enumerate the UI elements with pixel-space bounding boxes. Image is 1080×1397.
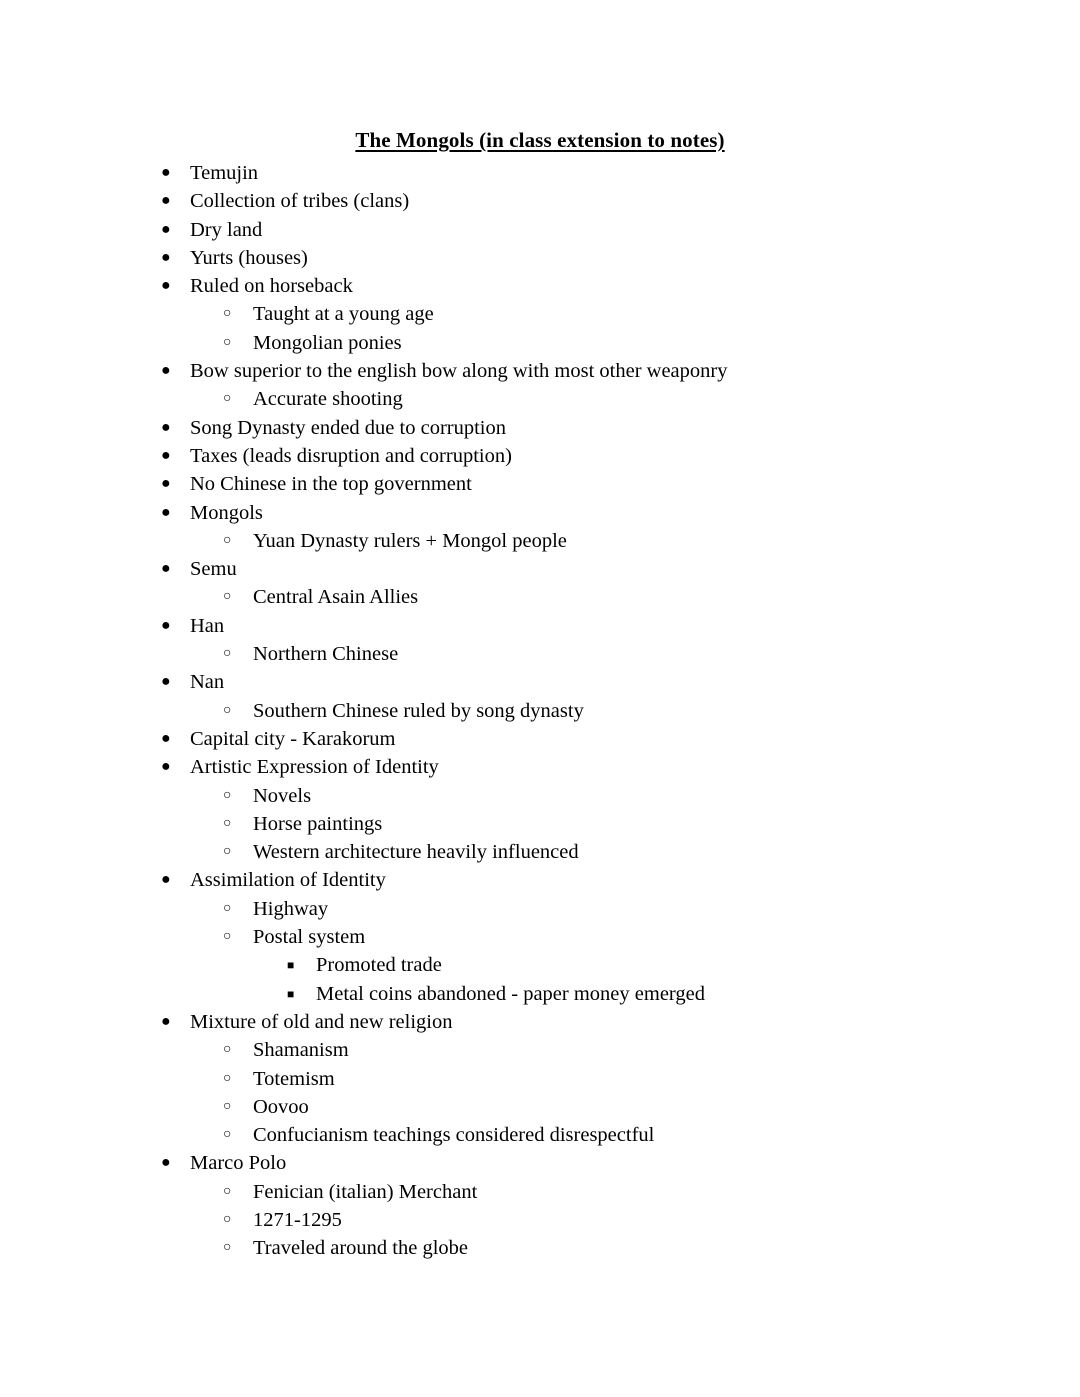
list-item bbox=[0, 810, 1080, 838]
list-item-text: Totemism bbox=[253, 1067, 335, 1090]
list-item bbox=[0, 612, 1080, 640]
list-item-text: Yurts (houses) bbox=[190, 246, 308, 269]
list-item-text: Central Asain Allies bbox=[253, 586, 419, 609]
bullet-level-2-icon: ○ bbox=[223, 1240, 232, 1256]
list-item bbox=[0, 470, 1080, 498]
list-item-text: Yuan Dynasty rulers + Mongol people bbox=[253, 529, 567, 552]
bullet-level-2-icon: ○ bbox=[223, 787, 232, 803]
bullet-level-1-icon: ● bbox=[161, 220, 171, 238]
list-item bbox=[0, 300, 1080, 328]
bullet-level-2-icon: ○ bbox=[223, 589, 232, 605]
list-item-text: Taught at a young age bbox=[253, 303, 434, 326]
list-item bbox=[0, 951, 1080, 979]
bullet-level-1-icon: ● bbox=[161, 475, 171, 493]
bullet-level-1-icon: ● bbox=[161, 758, 171, 776]
list-item bbox=[0, 583, 1080, 611]
list-item-text: Song Dynasty ended due to corruption bbox=[190, 416, 506, 439]
list-item-text: Marco Polo bbox=[190, 1152, 287, 1175]
list-item-text: Southern Chinese ruled by song dynasty bbox=[253, 699, 584, 722]
list-item bbox=[0, 1093, 1080, 1121]
list-item bbox=[0, 1121, 1080, 1149]
list-item bbox=[0, 159, 1080, 187]
bullet-level-1-icon: ● bbox=[161, 446, 171, 464]
list-item bbox=[0, 838, 1080, 866]
list-item-text: Postal system bbox=[253, 926, 366, 949]
bullet-level-1-icon: ● bbox=[161, 729, 171, 747]
bullet-level-2-icon: ○ bbox=[223, 646, 232, 662]
list-item-text: Confucianism teachings considered disrespectful bbox=[253, 1124, 655, 1147]
bullet-level-1-icon: ● bbox=[161, 1154, 171, 1172]
list-item-text: Collection of tribes (clans) bbox=[190, 190, 410, 213]
bullet-level-3-icon: ■ bbox=[287, 958, 295, 973]
list-item-text: Highway bbox=[253, 897, 329, 920]
list-item bbox=[0, 414, 1080, 442]
list-item-text: Fenician (italian) Merchant bbox=[253, 1180, 478, 1203]
bullet-level-2-icon: ○ bbox=[223, 1042, 232, 1058]
list-item bbox=[0, 244, 1080, 272]
list-item bbox=[0, 499, 1080, 527]
bullet-level-1-icon: ● bbox=[161, 248, 171, 266]
list-item bbox=[0, 357, 1080, 385]
list-item-text: Semu bbox=[190, 558, 237, 581]
list-item-text: Temujin bbox=[190, 162, 259, 184]
bullet-level-2-icon: ○ bbox=[223, 306, 232, 322]
bullet-level-1-icon: ● bbox=[161, 673, 171, 691]
list-item bbox=[0, 442, 1080, 470]
list-item bbox=[0, 1178, 1080, 1206]
bullet-level-2-icon: ○ bbox=[223, 1211, 232, 1227]
list-item-text: Taxes (leads disruption and corruption) bbox=[190, 444, 512, 467]
bullet-level-2-icon: ○ bbox=[223, 391, 232, 407]
list-item bbox=[0, 1065, 1080, 1093]
list-item-text: Western architecture heavily influenced bbox=[253, 841, 579, 864]
bullet-level-1-icon: ● bbox=[161, 362, 171, 380]
list-item-text: 1271-1295 bbox=[253, 1208, 342, 1231]
bullet-level-2-icon: ○ bbox=[223, 1070, 232, 1086]
bullet-level-2-icon: ○ bbox=[223, 532, 232, 548]
bullet-level-2-icon: ○ bbox=[223, 900, 232, 916]
list-item-text: Horse paintings bbox=[253, 812, 383, 835]
list-item-text: Artistic Expression of Identity bbox=[190, 756, 439, 779]
list-item bbox=[0, 187, 1080, 215]
list-item bbox=[0, 725, 1080, 753]
list-item bbox=[0, 527, 1080, 555]
bullet-level-1-icon: ● bbox=[161, 164, 171, 181]
bullet-level-1-icon: ● bbox=[161, 616, 171, 634]
list-item-text: Metal coins abandoned - paper money emerged bbox=[316, 982, 705, 1005]
bullet-level-1-icon: ● bbox=[161, 1012, 171, 1030]
list-item bbox=[0, 866, 1080, 894]
list-item-text: Nan bbox=[190, 671, 225, 694]
list-item bbox=[0, 895, 1080, 923]
bullet-level-2-icon: ○ bbox=[223, 929, 232, 945]
bullet-level-2-icon: ○ bbox=[223, 702, 232, 718]
list-item-text: No Chinese in the top government bbox=[190, 473, 472, 496]
list-item bbox=[0, 753, 1080, 781]
list-item-text: Dry land bbox=[190, 218, 263, 241]
list-item bbox=[0, 272, 1080, 300]
bullet-level-1-icon: ● bbox=[161, 560, 171, 578]
bullet-level-1-icon: ● bbox=[161, 871, 171, 889]
page-title: The Mongols (in class extension to notes) bbox=[355, 128, 725, 152]
list-item bbox=[0, 697, 1080, 725]
list-item-text: Oovoo bbox=[253, 1095, 309, 1118]
list-item bbox=[0, 1234, 1080, 1262]
list-item-text: Mixture of old and new religion bbox=[190, 1010, 453, 1033]
list-item bbox=[0, 385, 1080, 413]
list-item-text: Han bbox=[190, 614, 225, 637]
list-item-text: Capital city - Karakorum bbox=[190, 727, 396, 750]
list-item-text: Mongolian ponies bbox=[253, 331, 402, 354]
list-item-text: Ruled on horseback bbox=[190, 275, 353, 298]
list-item-text: Accurate shooting bbox=[253, 388, 403, 411]
list-item-text: Mongols bbox=[190, 501, 263, 524]
list-item-text: Shamanism bbox=[253, 1039, 349, 1062]
list-item bbox=[0, 1036, 1080, 1064]
list-item bbox=[0, 980, 1080, 1008]
list-item bbox=[0, 668, 1080, 696]
bullet-level-1-icon: ● bbox=[161, 192, 171, 210]
list-item bbox=[0, 1008, 1080, 1036]
list-item-text: Novels bbox=[253, 784, 312, 807]
list-item bbox=[0, 1206, 1080, 1234]
bullet-level-2-icon: ○ bbox=[223, 1098, 232, 1114]
list-item-text: Bow superior to the english bow along with most other weaponry bbox=[190, 360, 728, 383]
list-item bbox=[0, 1149, 1080, 1177]
list-item bbox=[0, 555, 1080, 583]
list-item bbox=[0, 782, 1080, 810]
bullet-level-2-icon: ○ bbox=[223, 334, 232, 350]
list-item-text: Assimilation of Identity bbox=[190, 869, 386, 892]
list-item-text: Traveled around the globe bbox=[253, 1237, 469, 1260]
bullet-level-2-icon: ○ bbox=[223, 1127, 232, 1143]
list-item bbox=[0, 216, 1080, 244]
bullet-level-2-icon: ○ bbox=[223, 815, 232, 831]
list-item bbox=[0, 329, 1080, 357]
list-item-text: Promoted trade bbox=[316, 954, 442, 977]
bullet-level-2-icon: ○ bbox=[223, 844, 232, 860]
bullet-level-3-icon: ■ bbox=[287, 986, 295, 1001]
bullet-level-2-icon: ○ bbox=[223, 1183, 232, 1199]
bullet-level-1-icon: ● bbox=[161, 503, 171, 521]
list-item bbox=[0, 923, 1080, 951]
list-item bbox=[0, 640, 1080, 668]
list-item-text: Northern Chinese bbox=[253, 643, 399, 666]
outline-list bbox=[0, 154, 1080, 1263]
bullet-level-1-icon: ● bbox=[161, 418, 171, 436]
bullet-level-1-icon: ● bbox=[161, 277, 171, 295]
